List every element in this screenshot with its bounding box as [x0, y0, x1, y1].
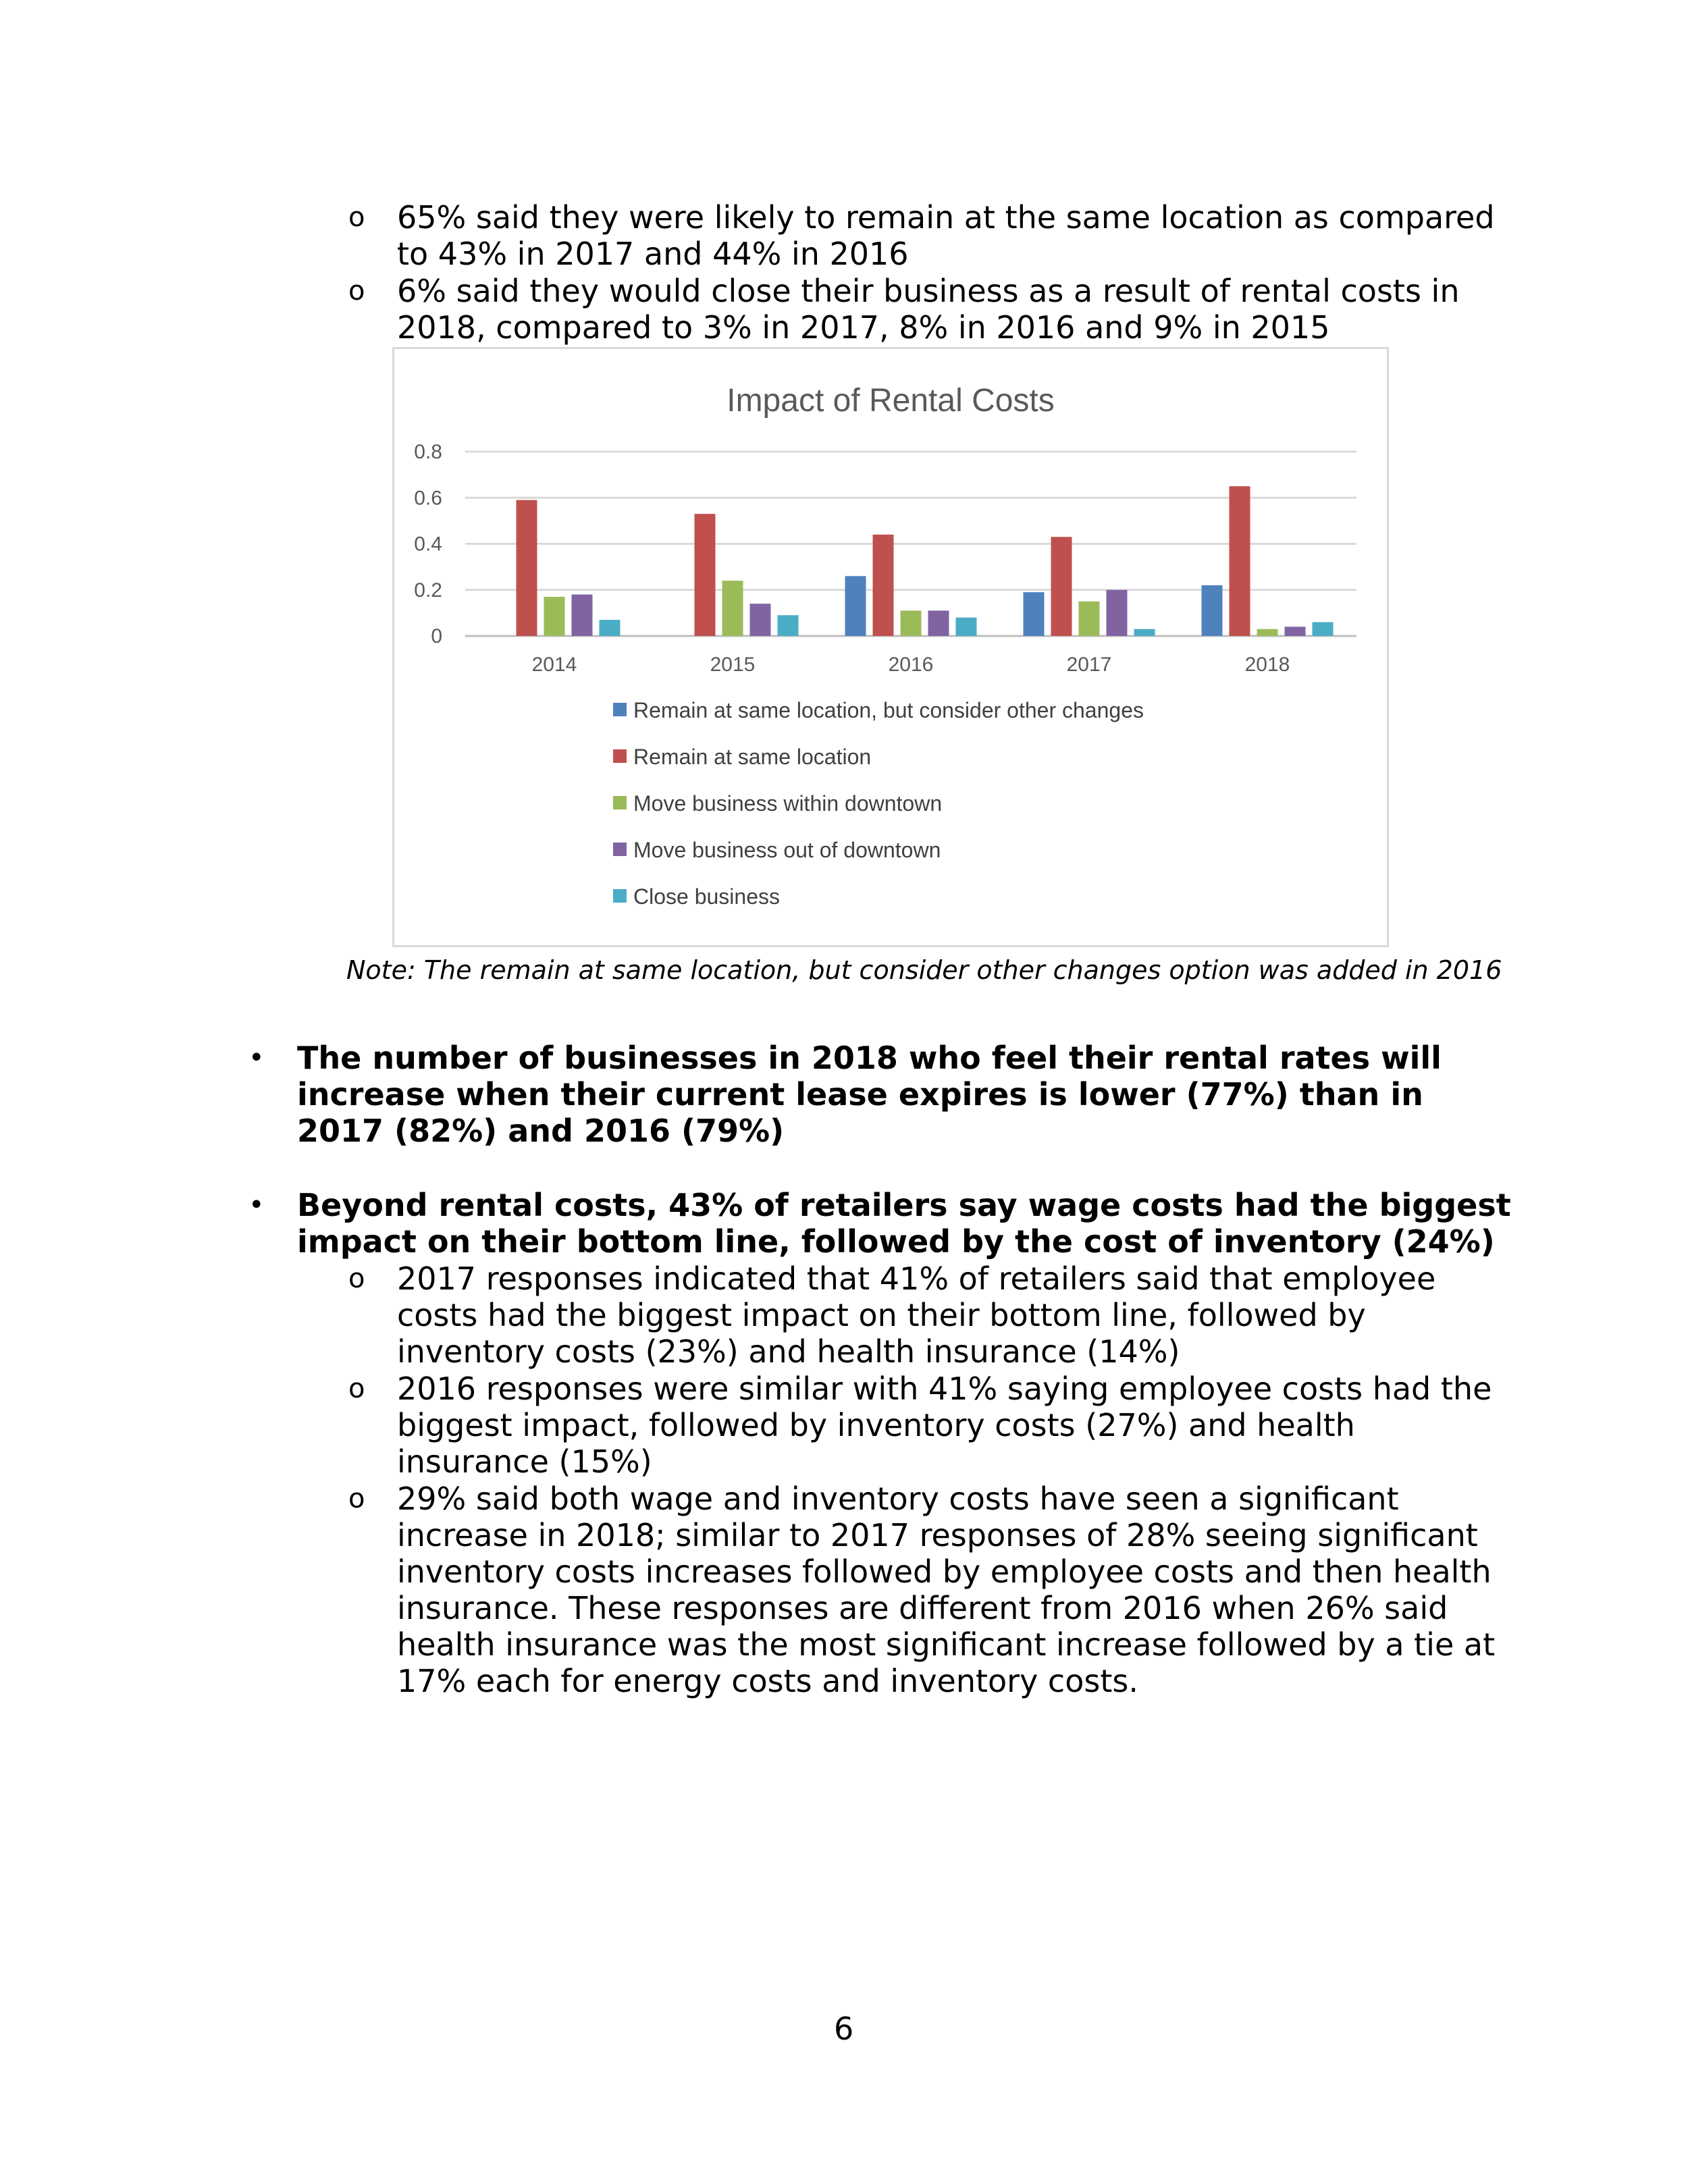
legend-swatch-icon — [613, 796, 627, 809]
circle-marker-icon: o — [348, 1263, 365, 1294]
bar-2015-series-2 — [695, 514, 716, 636]
bullet-2-line-2: impact on their bottom line, followed by the cost of inventory (24%) — [297, 1223, 1495, 1260]
sub-item-2-line-1: 2016 responses were similar with 41% saying employee costs had the — [397, 1370, 1492, 1407]
bar-2016-series-1 — [845, 576, 866, 636]
chart-title: Impact of Rental Costs — [727, 383, 1055, 419]
y-tick-label: 0 — [431, 625, 442, 647]
bar-2016-series-3 — [901, 610, 922, 636]
bar-2018-series-3 — [1257, 629, 1278, 636]
x-tick-label: 2015 — [710, 654, 756, 676]
bullet-1-line-1: The number of businesses in 2018 who feel their rental rates will — [297, 1040, 1442, 1076]
sub-item-2-line-2: biggest impact, followed by inventory costs (27%) and health — [397, 1407, 1355, 1443]
bar-2018-series-5 — [1313, 622, 1334, 636]
sub-item-2-line-3: insurance (15%) — [397, 1443, 652, 1480]
bar-2016-series-2 — [873, 535, 894, 636]
circle-marker-icon: o — [348, 1373, 365, 1404]
bar-2016-series-5 — [956, 618, 977, 636]
bar-2015-series-3 — [722, 581, 743, 636]
sub-item-1-line-2: costs had the biggest impact on their bottom line, followed by — [397, 1297, 1366, 1333]
page-number: 6 — [834, 2010, 854, 2047]
bullet-1-line-3: 2017 (82%) and 2016 (79%) — [297, 1113, 785, 1149]
x-tick-label: 2014 — [531, 654, 577, 676]
bar-2018-series-4 — [1285, 627, 1306, 636]
bullet-2-line-1: Beyond rental costs, 43% of retailers say wage costs had the biggest — [297, 1187, 1511, 1223]
sub-item-3-line-4: insurance. These responses are different from 2016 when 26% said — [397, 1590, 1448, 1626]
legend-label: Remain at same location — [633, 745, 872, 769]
x-tick-label: 2016 — [888, 654, 934, 676]
chart-y-axis — [414, 441, 442, 647]
y-tick-label: 0.6 — [414, 487, 442, 510]
bar-2018-series-2 — [1230, 486, 1250, 636]
circle-marker-icon: o — [348, 202, 365, 233]
sub-item-3-line-3: inventory costs increases followed by employee costs and then health — [397, 1553, 1492, 1590]
rental-costs-chart — [392, 347, 1389, 947]
bar-2014-series-3 — [544, 597, 565, 636]
bar-2017-series-1 — [1024, 592, 1045, 636]
circle-marker-icon: o — [348, 275, 365, 307]
bar-2016-series-4 — [928, 610, 949, 636]
legend-swatch-icon — [613, 749, 627, 763]
bar-2015-series-5 — [778, 615, 799, 636]
bar-2017-series-5 — [1134, 629, 1155, 636]
sub-item-3-line-1: 29% said both wage and inventory costs have seen a significant — [397, 1481, 1399, 1517]
chart-legend — [613, 698, 1144, 909]
bullet-1-line-2: increase when their current lease expires is lower (77%) than in — [297, 1076, 1423, 1113]
sub-item-1-line-3: inventory costs (23%) and health insurance (14%) — [397, 1333, 1180, 1370]
intro-item-1-line-2: to 43% in 2017 and 44% in 2016 — [397, 236, 909, 272]
bar-2014-series-2 — [517, 500, 537, 636]
chart-bars — [517, 486, 1334, 636]
intro-item-2-line-1: 6% said they would close their business as a result of rental costs in — [397, 273, 1460, 309]
x-tick-label: 2018 — [1244, 654, 1290, 676]
sub-item-3-line-2: increase in 2018; similar to 2017 responses of 28% seeing significant — [397, 1517, 1478, 1553]
sub-item-1-line-1: 2017 responses indicated that 41% of retailers said that employee — [397, 1260, 1436, 1297]
intro-item-1-line-1: 65% said they were likely to remain at the same location as compared — [397, 199, 1495, 236]
x-tick-label: 2017 — [1066, 654, 1112, 676]
legend-swatch-icon — [613, 703, 627, 716]
legend-swatch-icon — [613, 843, 627, 856]
legend-label: Move business out of downtown — [633, 838, 941, 862]
intro-item-2-line-2: 2018, compared to 3% in 2017, 8% in 2016 and 9% in 2015 — [397, 309, 1330, 346]
legend-label: Remain at same location, but consider other changes — [633, 698, 1144, 722]
circle-marker-icon: o — [348, 1483, 365, 1514]
legend-swatch-icon — [613, 889, 627, 903]
bar-2018-series-1 — [1202, 585, 1223, 636]
bar-2014-series-5 — [600, 620, 621, 636]
sub-item-3-line-6: 17% each for energy costs and inventory costs. — [397, 1663, 1138, 1699]
bar-2017-series-2 — [1051, 537, 1072, 636]
bar-2017-series-3 — [1079, 602, 1100, 636]
bar-2014-series-4 — [572, 595, 593, 636]
bullet-dot-icon: • — [248, 1042, 265, 1073]
bar-2017-series-4 — [1107, 590, 1128, 636]
bullet-dot-icon: • — [248, 1190, 265, 1221]
y-tick-label: 0.2 — [414, 579, 442, 602]
bar-2015-series-4 — [750, 604, 771, 636]
chart-note: Note: The remain at same location, but consider other changes option was added in 2016 — [346, 955, 1502, 985]
chart-x-axis — [532, 654, 1290, 676]
chart-gridlines — [465, 452, 1356, 636]
legend-label: Move business within downtown — [633, 791, 943, 816]
legend-label: Close business — [633, 884, 780, 909]
y-tick-label: 0.8 — [414, 441, 442, 463]
chart-canvas — [394, 349, 1387, 945]
sub-item-3-line-5: health insurance was the most significant increase followed by a tie at — [397, 1626, 1496, 1663]
y-tick-label: 0.4 — [414, 533, 442, 556]
